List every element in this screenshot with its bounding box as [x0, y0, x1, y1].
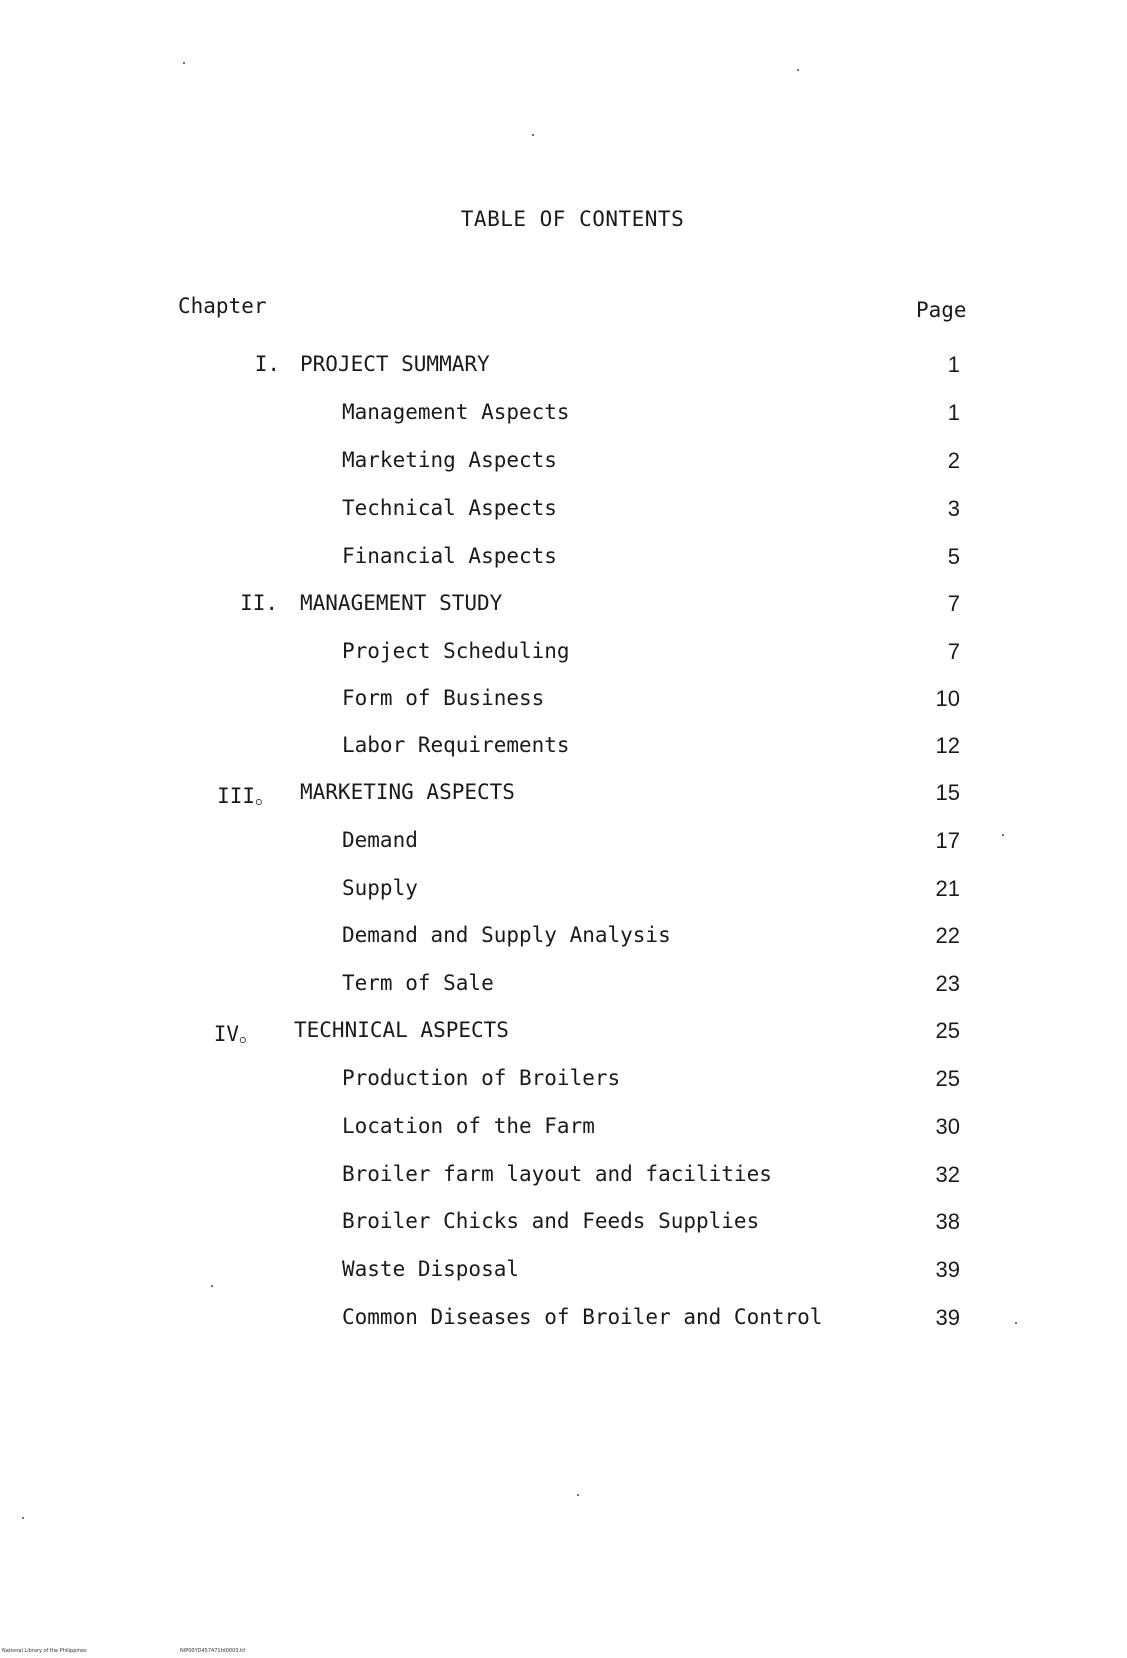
toc-section-row	[0, 639, 1127, 669]
section-title: Project Scheduling	[342, 639, 570, 663]
section-title: Management Aspects	[342, 400, 570, 424]
scan-file-label: NIP00YD457471td0003.tif	[180, 1648, 246, 1654]
scan-library-label: National Library of the Philippines	[2, 1648, 87, 1654]
page-number: 5	[947, 544, 960, 569]
page-number: 22	[935, 923, 960, 948]
chapter-number: II.	[240, 591, 278, 615]
toc-chapter-row	[0, 352, 1127, 382]
toc-section-row	[0, 1209, 1127, 1239]
page-number: 21	[935, 876, 960, 901]
page-number: 10	[935, 686, 960, 711]
scan-speck	[1002, 834, 1004, 836]
toc-section-row	[0, 1162, 1127, 1192]
chapter-number: I.	[254, 352, 280, 376]
page-number: 12	[935, 733, 960, 758]
section-title: Broiler Chicks and Feeds Supplies	[342, 1209, 760, 1233]
page-number: 25	[935, 1066, 960, 1091]
section-title: Marketing Aspects	[342, 448, 557, 472]
page-number: 30	[935, 1114, 960, 1139]
section-title: Financial Aspects	[342, 544, 557, 568]
scan-speck	[532, 134, 534, 136]
section-title: Demand	[342, 828, 418, 852]
page-number: 39	[935, 1257, 960, 1282]
scan-speck	[211, 1285, 213, 1287]
toc-section-row	[0, 686, 1127, 716]
toc-section-row	[0, 496, 1127, 526]
page-number: 25	[935, 1018, 960, 1043]
section-title: Demand and Supply Analysis	[342, 923, 671, 947]
toc-section-row	[0, 971, 1127, 1001]
section-title: Labor Requirements	[342, 733, 570, 757]
toc-section-row	[0, 400, 1127, 430]
toc-section-row	[0, 733, 1127, 763]
page-number: 15	[935, 780, 960, 805]
section-title: Form of Business	[342, 686, 545, 710]
section-title: Production of Broilers	[342, 1066, 621, 1090]
page-number: 1	[947, 400, 960, 425]
page-number: 39	[935, 1305, 960, 1330]
toc-section-row	[0, 1305, 1127, 1335]
section-title: Waste Disposal	[342, 1257, 520, 1281]
scan-speck	[577, 1494, 579, 1496]
toc-section-row	[0, 923, 1127, 953]
toc-chapter-row	[0, 1018, 1127, 1048]
toc-section-row	[0, 828, 1127, 858]
scan-speck	[183, 62, 185, 64]
toc-chapter-row	[0, 780, 1127, 810]
toc-section-row	[0, 448, 1127, 478]
page-number: 32	[935, 1162, 960, 1187]
chapter-title: MANAGEMENT STUDY	[300, 591, 503, 615]
chapter-number: III。	[217, 784, 276, 808]
page-number: 38	[935, 1209, 960, 1234]
toc-section-row	[0, 544, 1127, 574]
page-number: 17	[935, 828, 960, 853]
toc-section-row	[0, 876, 1127, 906]
section-title: Technical Aspects	[342, 496, 557, 520]
toc-chapter-row	[0, 591, 1127, 621]
page-number: 2	[947, 448, 960, 473]
page-column-header: Page	[916, 298, 967, 322]
chapter-column-header: Chapter	[178, 294, 267, 318]
toc-title: TABLE OF CONTENTS	[460, 207, 685, 231]
toc-section-row	[0, 1066, 1127, 1096]
section-title: Common Diseases of Broiler and Control	[342, 1305, 823, 1329]
page-number: 7	[947, 639, 960, 664]
section-title: Supply	[342, 876, 418, 900]
page-number: 1	[947, 352, 960, 377]
chapter-number: IV。	[213, 1022, 260, 1046]
toc-section-row	[0, 1114, 1127, 1144]
section-title: Term of Sale	[342, 971, 494, 995]
toc-section-row	[0, 1257, 1127, 1287]
chapter-title: PROJECT SUMMARY	[300, 352, 490, 376]
chapter-title: MARKETING ASPECTS	[300, 780, 515, 804]
scan-speck	[1015, 1322, 1017, 1324]
scan-speck	[797, 69, 799, 71]
chapter-title: TECHNICAL ASPECTS	[294, 1018, 509, 1042]
page-number: 23	[935, 971, 960, 996]
page-number: 3	[947, 496, 960, 521]
section-title: Broiler farm layout and facilities	[342, 1162, 772, 1186]
section-title: Location of the Farm	[342, 1114, 595, 1138]
scan-speck	[22, 1517, 24, 1519]
page-number: 7	[947, 591, 960, 616]
